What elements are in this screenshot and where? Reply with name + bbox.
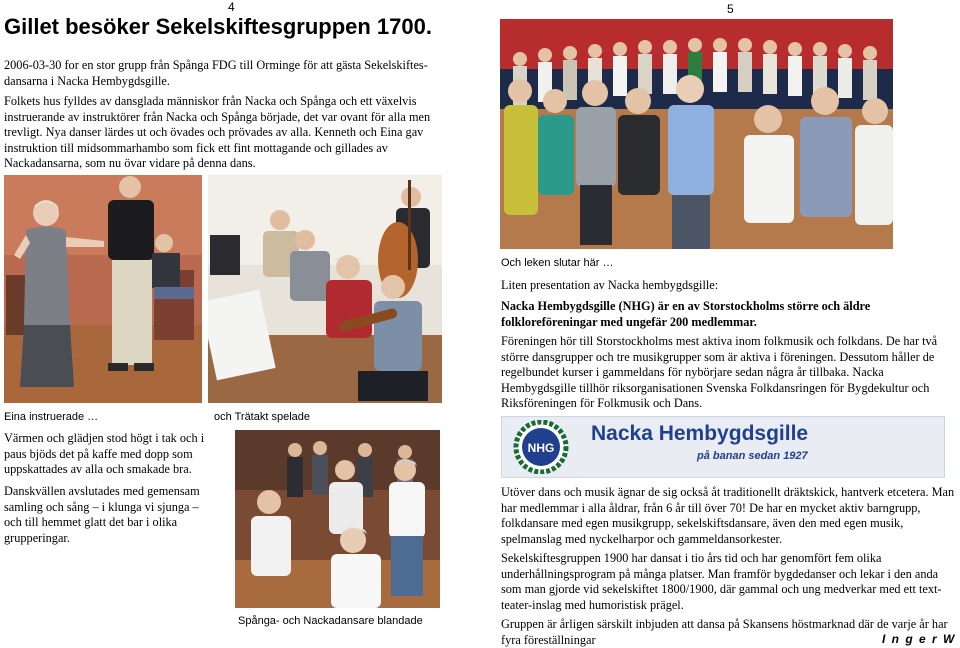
nhg-statement: Nacka Hembygdsgille (NHG) är en av Storstockholms större och äldre folkloreföreningar med ungefär 200 medlemmar. [501, 299, 871, 329]
intro-paragraph: 2006-03-30 for en stor grupp från Spånga FDG till Orminge för att gästa Sekelskiftes-dansarna i Nacka Hembygdsgille. [4, 58, 428, 88]
caption-eina [4, 411, 98, 423]
coffee-paragraph: Värmen och glädjen stod högt i tak och i paus bjöds det på kaffe med dopp som uppskattades av alla och smakade bra. [4, 431, 205, 476]
skansen-paragraph: Gruppen är årligen särskilt inbjuden att dansa på Skansens höstmarknad där de varje år har fyra föreställningar [501, 617, 948, 647]
caption-blandade: Spånga- och Nackadansare blandade [238, 615, 423, 627]
caption-eina-name: Eina [4, 411, 27, 423]
caption-eina-rest: instruerade … [26, 411, 99, 423]
logo-title: Nacka Hembygdsgille [591, 422, 809, 445]
photo-mixed-dancers [235, 430, 440, 608]
nhg-logo-banner [501, 416, 945, 478]
activities-paragraph: Utöver dans och musik ägnar de sig också åt traditionellt dräktskick, hantverk etcetera. Man har medlemmar i alla åldrar, från 6 år till över 70! De har en mycket aktiv barngrupp, folkdansare med egen musikgrupp, sekelskiftsdansare, även den med egen musik, spelmanslag med nyckelharpor och gammeldansorkester. [501, 485, 955, 546]
association-paragraph: Föreningen hör till Storstockholms mest aktiva inom folkmusik och folkdans. De har två större dansgrupper och tre musikgrupper som är aktiva i föreningen. Dessutom håller de regelbundet kurser i gammeldans för nybörjare sedan några år tillbaka. Nacka Hembygdsgille tillhör riksorganisationen Svenska Folkdansringen för Bygdekultur och Riksföreningen för Folkmusik och Dans. [501, 334, 938, 410]
presentation-intro: Liten presentation av Nacka hembygdsgille: [501, 278, 719, 292]
photo-circle-dance [500, 19, 893, 249]
page-number-left: 4 [228, 0, 235, 14]
author-signature: I n g e r W [882, 632, 956, 646]
nhg-badge-text: NHG [527, 441, 555, 455]
logo-tagline: på banan sedan 1927 [697, 450, 808, 462]
photo-eina-instructing [4, 175, 202, 403]
nhg-wreath-icon [507, 420, 575, 474]
sekelskifte-paragraph: Sekelskiftesgruppen 1900 har dansat i tio års tid och har genomfört fem olika underhållningsprogram på många platser. Man framför bygdedanser och lekar i den anda som man gjorde vid sekelskiftet 1800/1900, där gammal och ung medverkar med ett text-teater-inslag med humoristisk prägel. [501, 551, 942, 612]
event-paragraph: Folkets hus fylldes av dansglada människor från Nacka och Spånga och ett växelvis instruerande av instruktörer från Nacka och Spånga började, det var ovant för alla men trevligt. Nya danser lärdes ut och övades och prövades av alla. Kenneth och Eina gav instruktion till midsommarhambo som fick ett fint mottagande och gillades av Nackadansarna, som nu övar vidare på denna dans. [4, 94, 431, 170]
caption-tratakt: och Trätakt spelade [214, 411, 311, 423]
caption-leken: Och leken slutar här … [501, 257, 614, 269]
page-number-right: 5 [727, 2, 734, 16]
photo-tratakt-musicians [208, 175, 442, 403]
closing-paragraph: Danskvällen avslutades med gemensam samling och sång – i klunga vi sjunga – och till hemmet glatt det bar i olika grupperingar. [4, 484, 200, 545]
article-title: Gillet besöker Sekelskiftesgruppen 1700. [4, 14, 432, 39]
